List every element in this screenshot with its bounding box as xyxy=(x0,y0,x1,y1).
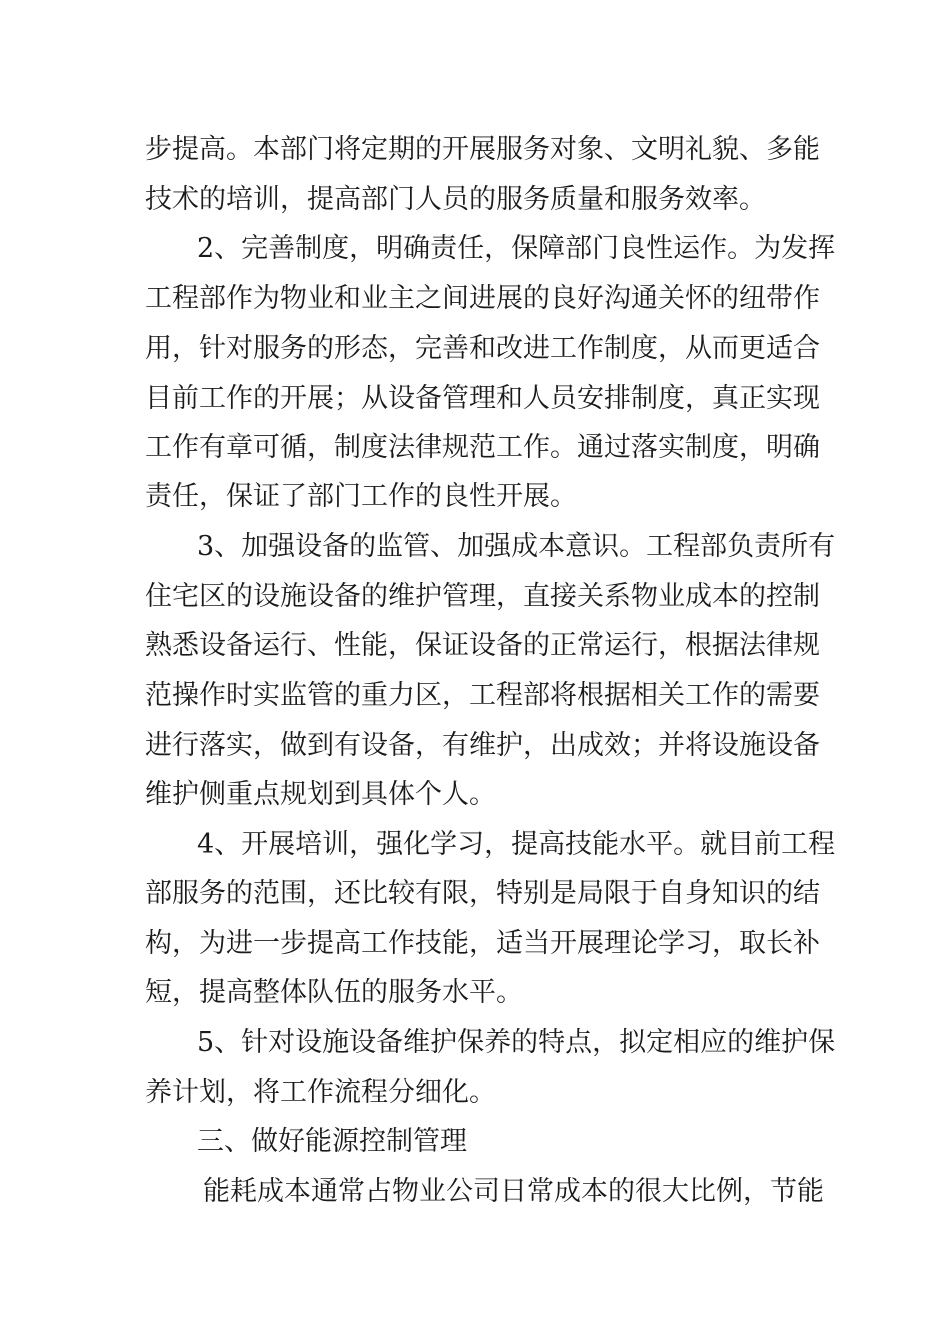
paragraph-5-start: 5、针对设施设备维护保养的特点，拟定相应的维护保 xyxy=(197,1027,836,1058)
text-line: 进行落实，做到有设备，有维护，出成效；并将设施设备 xyxy=(145,730,820,761)
paragraph-4-start: 4、开展培训，强化学习，提高技能水平。就目前工程 xyxy=(197,829,836,860)
text-line: 短，提高整体队伍的服务水平。 xyxy=(145,977,523,1008)
paragraph-energy-start: 能耗成本通常占物业公司日常成本的很大比例，节能 xyxy=(203,1176,824,1207)
text-line: 技术的培训，提高部门人员的服务质量和服务效率。 xyxy=(145,184,766,215)
section-heading: 三、做好能源控制管理 xyxy=(197,1126,467,1157)
text-line: 工程部作为物业和业主之间进展的良好沟通关怀的纽带作 xyxy=(145,283,820,314)
text-line: 责任，保证了部门工作的良性开展。 xyxy=(145,481,577,512)
text-line: 目前工作的开展；从设备管理和人员安排制度，真正实现 xyxy=(145,383,820,414)
paragraph-3-start: 3、加强设备的监管、加强成本意识。工程部负责所有 xyxy=(197,531,836,562)
text-line: 范操作时实监管的重力区，工程部将根据相关工作的需要 xyxy=(145,680,820,711)
text-line: 用，针对服务的形态，完善和改进工作制度，从而更适合 xyxy=(145,333,820,364)
text-line: 熟悉设备运行、性能，保证设备的正常运行，根据法律规 xyxy=(145,630,820,661)
text-line: 养计划，将工作流程分细化。 xyxy=(145,1077,496,1108)
text-line: 维护侧重点规划到具体个人。 xyxy=(145,779,496,810)
text-line: 步提高。本部门将定期的开展服务对象、文明礼貌、多能 xyxy=(145,134,820,165)
text-line: 部服务的范围，还比较有限，特别是局限于自身知识的结 xyxy=(145,878,820,909)
paragraph-2-start: 2、完善制度，明确责任，保障部门良性运作。为发挥 xyxy=(197,233,836,264)
text-line: 工作有章可循，制度法律规范工作。通过落实制度，明确 xyxy=(145,432,820,463)
text-line: 构，为进一步提高工作技能，适当开展理论学习，取长补 xyxy=(145,928,820,959)
text-line: 住宅区的设施设备的维护管理，直接关系物业成本的控制 xyxy=(145,581,820,612)
